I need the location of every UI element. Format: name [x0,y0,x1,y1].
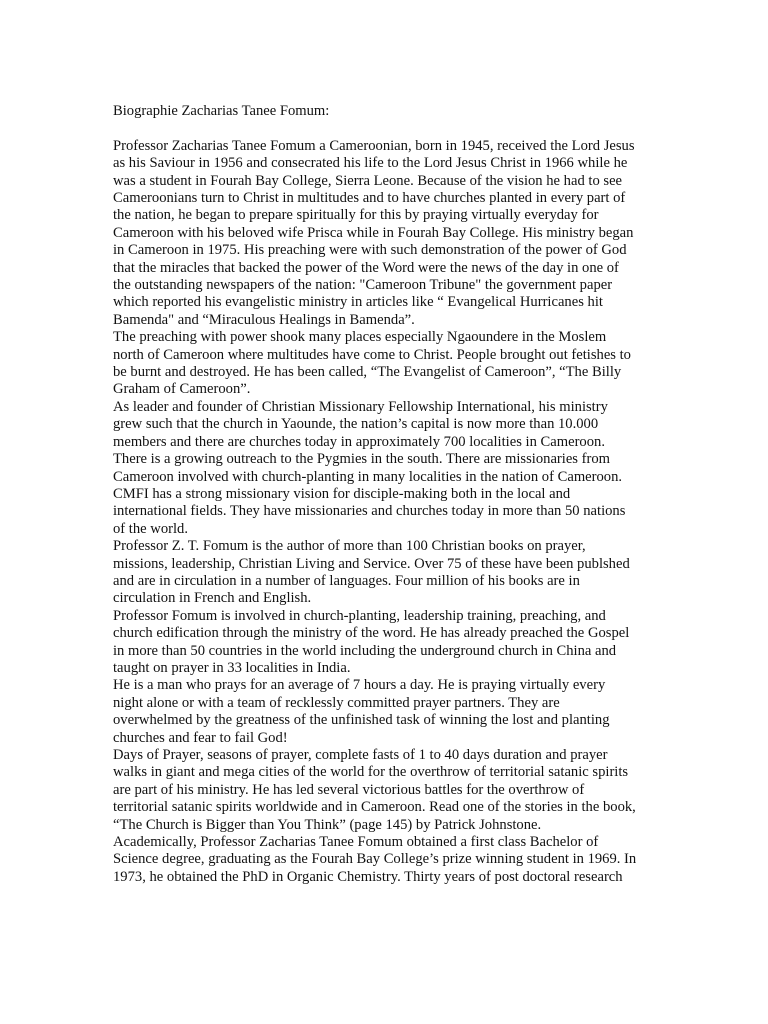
text-line: grew such that the church in Yaounde, the nation’s capital is now more than 10.000 [113,416,599,433]
text-line: territorial satanic spirits worldwide and in Cameroon. Read one of the stories in the book, [113,799,636,816]
text-line: Cameroon with his beloved wife Prisca while in Fourah Bay College. His ministry began [113,224,634,241]
text-line: in more than 50 countries in the world including the underground church in China and [113,642,617,659]
document-body [113,103,661,886]
text-line: Professor Fomum is involved in church-planting, leadership training, preaching, and [113,607,606,624]
text-line: Graham of Cameroon”. [113,381,251,398]
text-line: international fields. They have missionaries and churches today in more than 50 nations [113,503,626,520]
text-line: that the miracles that backed the power of the Word were the news of the day in one of [113,259,619,276]
text-line: members and there are churches today in approximately 700 localities in Cameroon. [113,433,605,450]
text-line: and are in circulation in a number of languages. Four million of his books are in [113,572,580,589]
text-line: the outstanding newspapers of the nation: "Cameroon Tribune" the government paper [113,277,613,294]
text-line: He is a man who prays for an average of 7 hours a day. He is praying virtually every [113,677,606,694]
text-line: as his Saviour in 1956 and consecrated his life to the Lord Jesus Christ in 1966 while he [113,155,628,172]
text-line: Academically, Professor Zacharias Tanee Fomum obtained a first class Bachelor of [113,834,599,851]
text-line: in Cameroon in 1975. His preaching were with such demonstration of the power of God [113,242,627,259]
text-line: As leader and founder of Christian Missionary Fellowship International, his ministry [113,398,608,415]
text-line: walks in giant and mega cities of the world for the overthrow of territorial satanic spirits [113,764,629,781]
text-line: Cameroonians turn to Christ in multitudes and to have churches planted in every part of [113,190,626,207]
text-line: There is a growing outreach to the Pygmies in the south. There are missionaries from [113,451,611,468]
text-line: 1973, he obtained the PhD in Organic Chemistry. Thirty years of post doctoral research [113,868,623,885]
text-line: Days of Prayer, seasons of prayer, complete fasts of 1 to 40 days duration and prayer [113,747,608,764]
paragraph [113,329,661,399]
paragraph [113,138,661,329]
text-line: overwhelmed by the greatness of the unfinished task of winning the lost and planting [113,712,610,729]
text-line: the nation, he began to prepare spiritually for this by praying virtually everyday for [113,207,599,224]
text-line: night alone or with a team of recklessly committed prayer partners. They are [113,694,560,711]
text-line: Cameroon involved with church-planting in many localities in the nation of Cameroon. [113,468,623,485]
paragraph-list [113,138,661,886]
paragraph [113,608,661,678]
text-line: which reported his evangelistic ministry in articles like “ Evangelical Hurricanes hit [113,294,603,311]
text-line: was a student in Fourah Bay College, Sierra Leone. Because of the vision he had to see [113,172,623,189]
text-line: “The Church is Bigger than You Think” (page 145) by Patrick Johnstone. [113,816,542,833]
text-line: Bamenda" and “Miraculous Healings in Bamenda”. [113,311,415,328]
text-line: CMFI has a strong missionary vision for disciple-making both in the local and [113,485,571,502]
text-line: Professor Zacharias Tanee Fomum a Cameroonian, born in 1945, received the Lord Jesus [113,137,635,154]
document-title: Biographie Zacharias Tanee Fomum: [113,103,330,119]
text-line: taught on prayer in 33 localities in India. [113,659,351,676]
text-line: be burnt and destroyed. He has been called, “The Evangelist of Cameroon”, “The Billy [113,364,622,381]
text-line: north of Cameroon where multitudes have come to Christ. People brought out fetishes to [113,346,631,363]
text-line: churches and fear to fail God! [113,729,288,746]
text-line: The preaching with power shook many places especially Ngaoundere in the Moslem [113,329,607,346]
text-line: of the world. [113,520,188,537]
text-line: Science degree, graduating as the Fourah Bay College’s prize winning student in 1969. In [113,851,637,868]
paragraph [113,677,661,747]
text-line: missions, leadership, Christian Living and Service. Over 75 of these have been publshed [113,555,630,572]
text-line: Professor Z. T. Fomum is the author of more than 100 Christian books on prayer, [113,538,586,555]
paragraph [113,399,661,538]
paragraph [113,834,661,886]
text-line: circulation in French and English. [113,590,312,607]
paragraph [113,538,661,608]
text-line: church edification through the ministry of the word. He has already preached the Gospel [113,625,630,642]
text-line: are part of his ministry. He has led several victorious battles for the overthrow of [113,781,585,798]
paragraph [113,747,661,834]
